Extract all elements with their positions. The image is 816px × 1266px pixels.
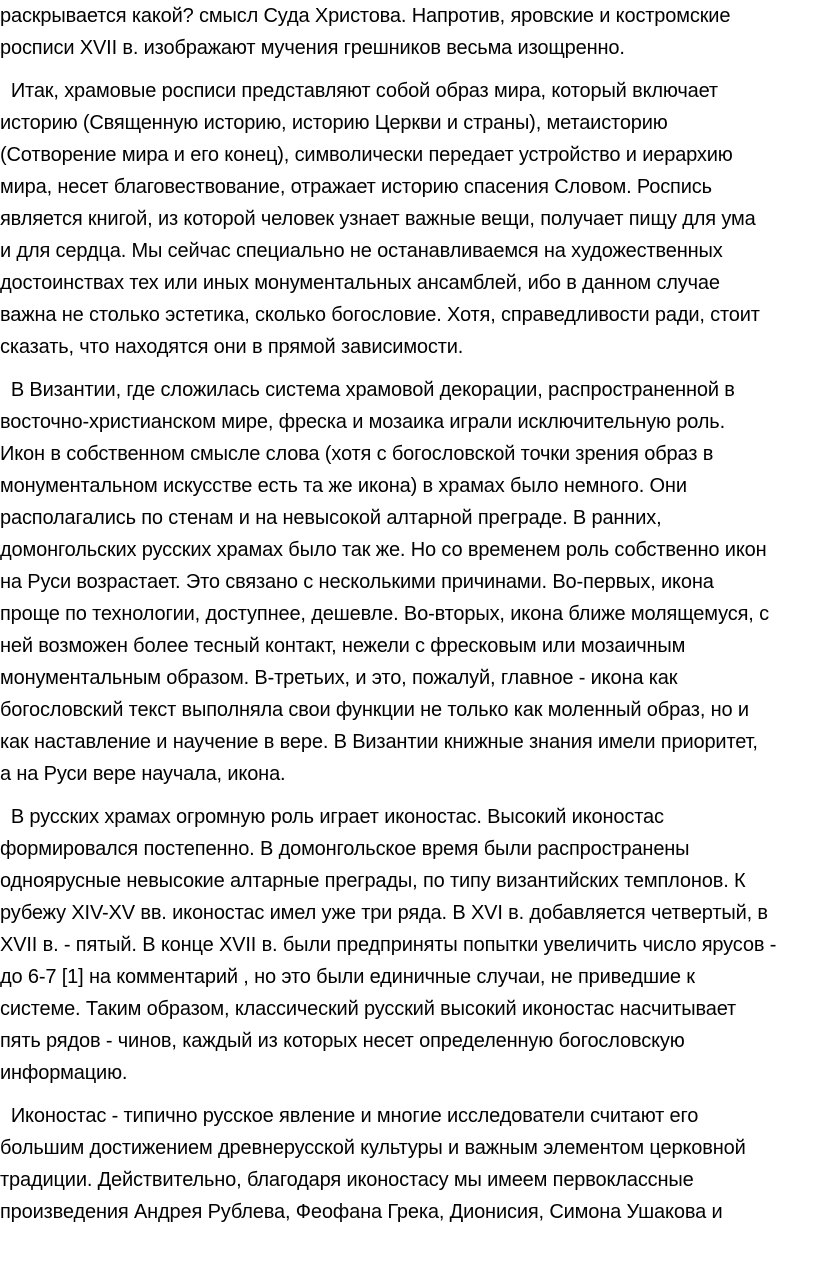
text-line: ней возможен более тесный контакт, нежели с фресковым или мозаичным	[0, 635, 686, 657]
paragraph-3	[0, 374, 812, 790]
text-line: (Сотворение мира и его конец), символически передает устройство и иерархию	[0, 144, 733, 166]
text-line: монументальным образом. В-третьих, и это, пожалуй, главное - икона как	[0, 667, 678, 689]
text-line: и для сердца. Мы сейчас специально не останавливаемся на художественных	[0, 240, 723, 262]
paragraph-2	[0, 75, 812, 363]
text-line: богословский текст выполняла свои функции не только как моленный образ, но и	[0, 699, 749, 721]
text-line: традиции. Действительно, благодаря иконостасу мы имеем первоклассные	[0, 1169, 694, 1191]
paragraph-4	[0, 801, 812, 1089]
text-line: восточно-христианском мире, фреска и мозаика играли исключительную роль.	[0, 411, 725, 433]
text-line: важна не столько эстетика, сколько богословие. Хотя, справедливости ради, стоит	[0, 304, 760, 326]
text-line: формировался постепенно. В домонгольское время были распространены	[0, 838, 690, 860]
text-line: XVII в. - пятый. В конце XVII в. были предприняты попытки увеличить число ярусов -	[0, 934, 777, 956]
text-line: В Византии, где сложилась система храмовой декорации, распространенной в	[0, 379, 735, 401]
text-line: до 6-7 [1] на комментарий , но это были единичные случаи, не приведшие к	[0, 966, 695, 988]
paragraph-gap	[0, 790, 812, 801]
paragraph-gap	[0, 64, 812, 75]
text-line: рубежу XIV-XV вв. иконостас имел уже три ряда. В XVI в. добавляется четвертый, в	[0, 902, 768, 924]
text-line: большим достижением древнерусской культуры и важным элементом церковной	[0, 1137, 746, 1159]
text-line: достоинствах тех или иных монументальных ансамблей, ибо в данном случае	[0, 272, 720, 294]
text-line: проще по технологии, доступнее, дешевле. Во-вторых, икона ближе молящемуся, с	[0, 603, 769, 625]
text-line: историю (Священную историю, историю Церкви и страны), метаисторию	[0, 112, 668, 134]
text-line: а на Руси вере научала, икона.	[0, 763, 286, 785]
text-line: пять рядов - чинов, каждый из которых несет определенную богословскую	[0, 1030, 685, 1052]
text-line: монументальном искусстве есть та же икона) в храмах было немного. Они	[0, 475, 687, 497]
text-line: мира, несет благовествование, отражает историю спасения Словом. Роспись	[0, 176, 712, 198]
text-line: Икон в собственном смысле слова (хотя с богословской точки зрения образ в	[0, 443, 714, 465]
text-line: В русских храмах огромную роль играет иконостас. Высокий иконостас	[0, 806, 664, 828]
text-line: на Руси возрастает. Это связано с несколькими причинами. Во-первых, икона	[0, 571, 714, 593]
text-line: сказать, что находятся они в прямой зависимости.	[0, 336, 464, 358]
text-line: росписи XVII в. изображают мучения грешников весьма изощренно.	[0, 37, 625, 59]
text-line: произведения Андрея Рублева, Феофана Грека, Дионисия, Симона Ушакова и	[0, 1201, 723, 1223]
text-line: является книгой, из которой человек узнает важные вещи, получает пищу для ума	[0, 208, 756, 230]
text-line: Иконостас - типично русское явление и многие исследователи считают его	[0, 1105, 699, 1127]
text-line: раскрывается какой? смысл Суда Христова. Напротив, яровские и костромские	[0, 5, 731, 27]
text-line: информацию.	[0, 1062, 128, 1084]
paragraph-5	[0, 1100, 812, 1228]
text-line: как наставление и научение в вере. В Византии книжные знания имели приоритет,	[0, 731, 758, 753]
paragraph-gap	[0, 1089, 812, 1100]
text-line: располагались по стенам и на невысокой алтарной преграде. В ранних,	[0, 507, 662, 529]
paragraph-1	[0, 0, 812, 64]
text-line: домонгольских русских храмах было так же. Но со временем роль собственно икон	[0, 539, 767, 561]
text-line: одноярусные невысокие алтарные преграды, по типу византийских темплонов. К	[0, 870, 746, 892]
text-line: Итак, храмовые росписи представляют собой образ мира, который включает	[0, 80, 718, 102]
text-line: системе. Таким образом, классический русский высокий иконостас насчитывает	[0, 998, 737, 1020]
paragraph-gap	[0, 363, 812, 374]
